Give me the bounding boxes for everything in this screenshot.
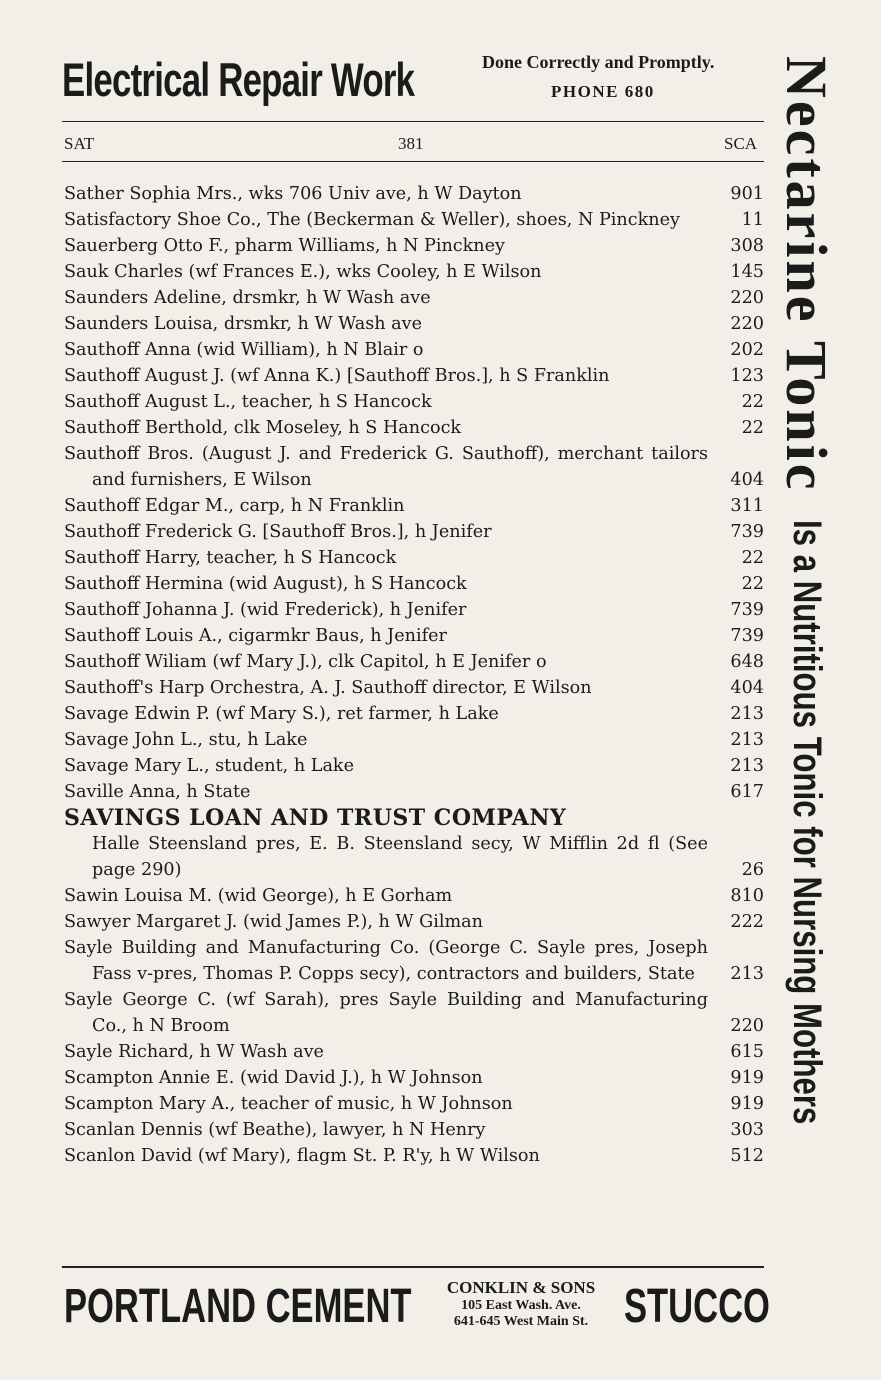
entry-text: Sauk Charles (wf Frances E.), wks Cooley, h E Wilson (64, 262, 542, 282)
running-head-right: SCA (724, 134, 758, 153)
entry-number: 22 (741, 574, 764, 594)
entry-text: Savage Edwin P. (wf Mary S.), ret farmer, h Lake (64, 704, 499, 724)
entry-number: 145 (730, 262, 764, 282)
directory-entry (64, 883, 764, 909)
entry-text: Sather Sophia Mrs., wks 706 Univ ave, h W Dayton (64, 184, 522, 204)
ad-stucco: STUCCO (624, 1280, 770, 1333)
entry-text: Satisfactory Shoe Co., The (Beckerman & Weller), shoes, N Pinckney (64, 210, 680, 230)
entry-number: 901 (730, 184, 764, 204)
entry-text: Sayle George C. (wf Sarah), pres Sayle Building and Manufacturing Co., h N Broom (64, 990, 708, 1036)
entry-number: 617 (730, 782, 764, 802)
entry-number: 213 (730, 704, 764, 724)
page-number: 381 (398, 134, 424, 153)
running-head-left: SAT (64, 134, 95, 153)
directory-entry (64, 233, 764, 259)
directory-entry (64, 415, 764, 441)
directory-entry (64, 181, 764, 207)
directory-entry (64, 389, 764, 415)
directory-entry (64, 1065, 764, 1091)
entry-number: 404 (730, 678, 764, 698)
side-ad-slogan: Is a Nutritious Tonic for Nursing Mothers (785, 520, 830, 1125)
header-rule-top (62, 121, 764, 122)
directory-entry (64, 337, 764, 363)
entry-number: 22 (741, 418, 764, 438)
entry-text: Saville Anna, h State (64, 782, 251, 802)
entry-number: 919 (730, 1068, 764, 1088)
entry-number: 202 (730, 340, 764, 360)
entry-number: 220 (730, 288, 764, 308)
directory-entry (64, 701, 764, 727)
entry-text: Sayle Richard, h W Wash ave (64, 1042, 324, 1062)
directory-entry (64, 519, 764, 545)
ad-address-1: 105 East Wash. Ave. (461, 1298, 581, 1313)
entry-text: Sauthoff Bros. (August J. and Frederick G. Sauthoff), merchant tailors and furnishers, E Wilson (64, 444, 708, 490)
entry-text: Sauthoff Berthold, clk Moseley, h S Hancock (64, 418, 462, 438)
entry-number: 919 (730, 1094, 764, 1114)
entry-number: 22 (741, 548, 764, 568)
entry-text: Sauthoff August J. (wf Anna K.) [Sauthoff Bros.], h S Franklin (64, 366, 610, 386)
directory-entry (64, 259, 764, 285)
entry-text: Sauthoff Hermina (wid August), h S Hancock (64, 574, 467, 594)
entry-text: Sauthoff Edgar M., carp, h N Franklin (64, 496, 405, 516)
directory-entry (64, 363, 764, 389)
entry-number: 739 (730, 522, 764, 542)
entry-number: 739 (730, 626, 764, 646)
entry-number: 213 (730, 756, 764, 776)
entry-text: Sawyer Margaret J. (wid James P.), h W Gilman (64, 912, 483, 932)
directory-entry (64, 1039, 764, 1065)
directory-entry (64, 441, 764, 493)
entry-text: Scampton Annie E. (wid David J.), h W Johnson (64, 1068, 483, 1088)
entry-text: Saunders Louisa, drsmkr, h W Wash ave (64, 314, 422, 334)
directory-entry (64, 675, 764, 701)
directory-entry (64, 571, 764, 597)
entry-text: Sauthoff Johanna J. (wid Frederick), h Jenifer (64, 600, 467, 620)
entry-number: 11 (741, 210, 764, 230)
entry-number: 213 (730, 964, 764, 984)
directory-entry (64, 285, 764, 311)
directory-entry (64, 207, 764, 233)
directory-entry (64, 935, 764, 987)
entry-number: 26 (741, 860, 764, 880)
ad-company-name: CONKLIN & SONS (446, 1278, 596, 1297)
entry-text: SAVINGS LOAN AND TRUST COMPANY (64, 805, 567, 831)
entry-text: Sauthoff's Harp Orchestra, A. J. Sauthoff director, E Wilson (64, 678, 592, 698)
footer-rule (62, 1266, 764, 1268)
entry-number: 739 (730, 600, 764, 620)
directory-entry (64, 727, 764, 753)
entry-number: 303 (730, 1120, 764, 1140)
ad-portland-cement: PORTLAND CEMENT (64, 1280, 412, 1333)
directory-entry (64, 311, 764, 337)
entry-number: 308 (730, 236, 764, 256)
entry-number: 220 (730, 314, 764, 334)
ad-company-block (426, 1278, 616, 1330)
ad-tagline: Done Correctly and Promptly. (482, 52, 715, 72)
entry-text: Saunders Adeline, drsmkr, h W Wash ave (64, 288, 431, 308)
entry-number: 311 (730, 496, 764, 516)
entry-text: Sauthoff Louis A., cigarmkr Baus, h Jenifer (64, 626, 447, 646)
entry-text: Halle Steensland pres, E. B. Steensland secy, W Mifflin 2d fl (See page 290) (92, 834, 708, 880)
entry-text: Sauerberg Otto F., pharm Williams, h N Pinckney (64, 236, 505, 256)
entry-text: Scampton Mary A., teacher of music, h W Johnson (64, 1094, 513, 1114)
entry-text: Sayle Building and Manufacturing Co. (George C. Sayle pres, Joseph Fass v-pres, Thomas P. Copps secy), contractors and builders, State (64, 938, 708, 984)
directory-entry (64, 545, 764, 571)
ad-phone: PHONE 680 (551, 82, 655, 101)
ad-electrical-repair: Electrical Repair Work (62, 53, 415, 106)
entry-text: Sauthoff Wiliam (wf Mary J.), clk Capitol, h E Jenifer o (64, 652, 547, 672)
entry-number: 222 (730, 912, 764, 932)
directory-entry (64, 831, 764, 883)
directory-entry (64, 1143, 764, 1169)
entry-text: Savage Mary L., student, h Lake (64, 756, 355, 776)
entry-text: Sawin Louisa M. (wid George), h E Gorham (64, 886, 453, 906)
entry-text: Sauthoff August L., teacher, h S Hancock (64, 392, 432, 412)
directory-entry (64, 493, 764, 519)
header-rule-bottom (62, 161, 764, 162)
ad-address-2: 641-645 West Main St. (453, 1314, 589, 1329)
entry-number: 810 (730, 886, 764, 906)
entry-number: 213 (730, 730, 764, 750)
entry-number: 123 (730, 366, 764, 386)
side-ad-brand: Nectarine Tonic (774, 56, 840, 493)
directory-entry (64, 597, 764, 623)
entry-number: 648 (730, 652, 764, 672)
entry-text: Scanlon David (wf Mary), flagm St. P. R'y, h W Wilson (64, 1146, 540, 1166)
directory-entry (64, 1117, 764, 1143)
directory-entry (64, 909, 764, 935)
entry-text: Sauthoff Frederick G. [Sauthoff Bros.], h Jenifer (64, 522, 492, 542)
entry-text: Scanlan Dennis (wf Beathe), lawyer, h N Henry (64, 1120, 486, 1140)
entry-number: 404 (730, 470, 764, 490)
side-advertisement (776, 56, 838, 1332)
entry-number: 220 (730, 1016, 764, 1036)
entry-text: Savage John L., stu, h Lake (64, 730, 308, 750)
directory-entry (64, 779, 764, 805)
entry-text: Sauthoff Harry, teacher, h S Hancock (64, 548, 397, 568)
directory-entry (64, 1091, 764, 1117)
directory-entry (64, 987, 764, 1039)
directory-listing (64, 181, 764, 1169)
entry-text: Sauthoff Anna (wid William), h N Blair o (64, 340, 424, 360)
directory-entry (64, 649, 764, 675)
entry-number: 615 (730, 1042, 764, 1062)
entry-number: 512 (730, 1146, 764, 1166)
directory-entry (64, 623, 764, 649)
directory-heading (64, 805, 764, 831)
entry-number: 22 (741, 392, 764, 412)
directory-entry (64, 753, 764, 779)
